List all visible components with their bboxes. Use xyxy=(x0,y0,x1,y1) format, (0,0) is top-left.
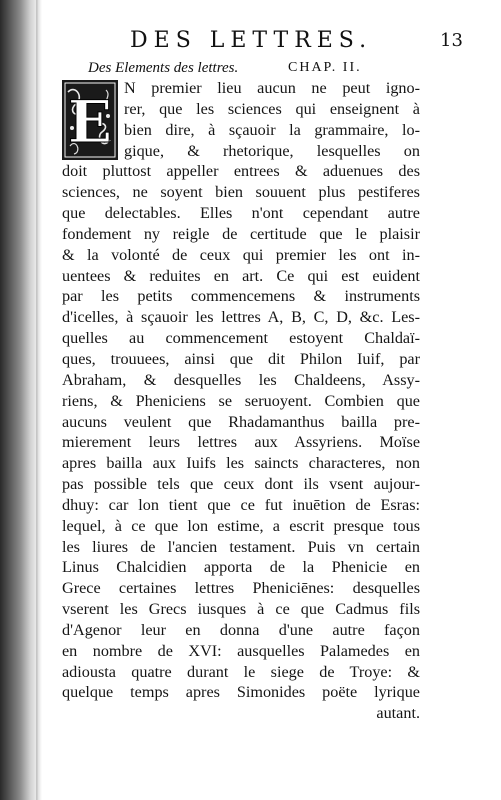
text-line: quelque temps apres Simonides poëte lyrique xyxy=(62,683,420,702)
text-line: adiousta quatre durant le siege de Troye: & xyxy=(62,662,420,681)
page-number: 13 xyxy=(440,30,463,51)
text-line: N premier lieu aucun ne peut igno- xyxy=(124,79,420,97)
text-line: riens, & Pheniciens se seruoyent. Combien que xyxy=(62,391,420,410)
text-line: sciences, ne soyent bien souuent plus pestiferes xyxy=(62,183,420,202)
text-line: gique, & rhetorique, lesquelles on xyxy=(124,141,420,160)
binding-shadow xyxy=(0,0,38,800)
text-line: dhuy: car lon tient que ce fut inuētion de Esras: xyxy=(62,495,420,514)
text-line: apres bailla aux Iuifs les saincts characteres, non xyxy=(62,454,420,473)
text-line: uentees & reduites en art. Ce qui est euident xyxy=(62,266,420,285)
text-line: aucuns veulent que Rhadamanthus bailla pre- xyxy=(62,412,420,431)
chapter-label: CHAP. II. xyxy=(288,60,362,75)
text-line: mierement leurs lettres aux Assyriens. Moïse xyxy=(62,433,420,452)
text-line: & la volonté de ceux qui premier les ont in- xyxy=(62,245,420,264)
text-line: vserent les Grecs iusques à ce que Cadmus fils xyxy=(62,600,420,619)
text-line: autant. xyxy=(376,704,420,723)
text-line: quelles au commencement estoyent Chaldaï- xyxy=(62,329,420,348)
text-line: que delectables. Elles n'ont cependant autre xyxy=(62,204,420,223)
text-line: les liures de l'ancien testament. Puis vn certain xyxy=(62,537,420,556)
text-line: par les petits commencemens & instruments xyxy=(62,287,420,306)
svg-text:E: E xyxy=(67,88,113,156)
section-subheading xyxy=(88,60,448,78)
running-head xyxy=(0,28,501,52)
text-line: ques, trouuees, ainsi que dit Philon Iuif, par xyxy=(62,349,420,368)
text-line: d'Agenor leur en donna d'une autre façon xyxy=(62,620,420,639)
text-line: doit pluttost appeller entrees & aduenues des xyxy=(62,162,420,181)
section-title: Des Elements des lettres. xyxy=(88,60,239,76)
text-line: d'icelles, à sçauoir les lettres A, B, C, D, &c. Les- xyxy=(62,308,420,327)
text-line: rer, que les sciences qui enseignent à xyxy=(124,99,420,118)
text-line: Grece certaines lettres Pheniciēnes: desquelles xyxy=(62,579,420,598)
text-line: lequel, à ce que lon estime, a escrit presque tous xyxy=(62,516,420,535)
text-line: Abraham, & desquelles les Chaldeens, Assy- xyxy=(62,370,420,389)
text-line: pas possible tels que ceux dont ils vsent aujour- xyxy=(62,475,420,494)
text-line: fondement ny reigle de certitude que le plaisir xyxy=(62,224,420,243)
text-line: bien dire, à sçauoir la grammaire, lo- xyxy=(124,120,420,139)
body-text xyxy=(62,78,420,724)
running-title: DES LETTRES. xyxy=(130,28,373,53)
text-line: en nombre de XVI: ausquelles Palamedes en xyxy=(62,641,420,660)
gutter-shadow xyxy=(36,0,42,800)
text-line: Linus Chalcidien apporta de la Phenicie en xyxy=(62,558,420,577)
